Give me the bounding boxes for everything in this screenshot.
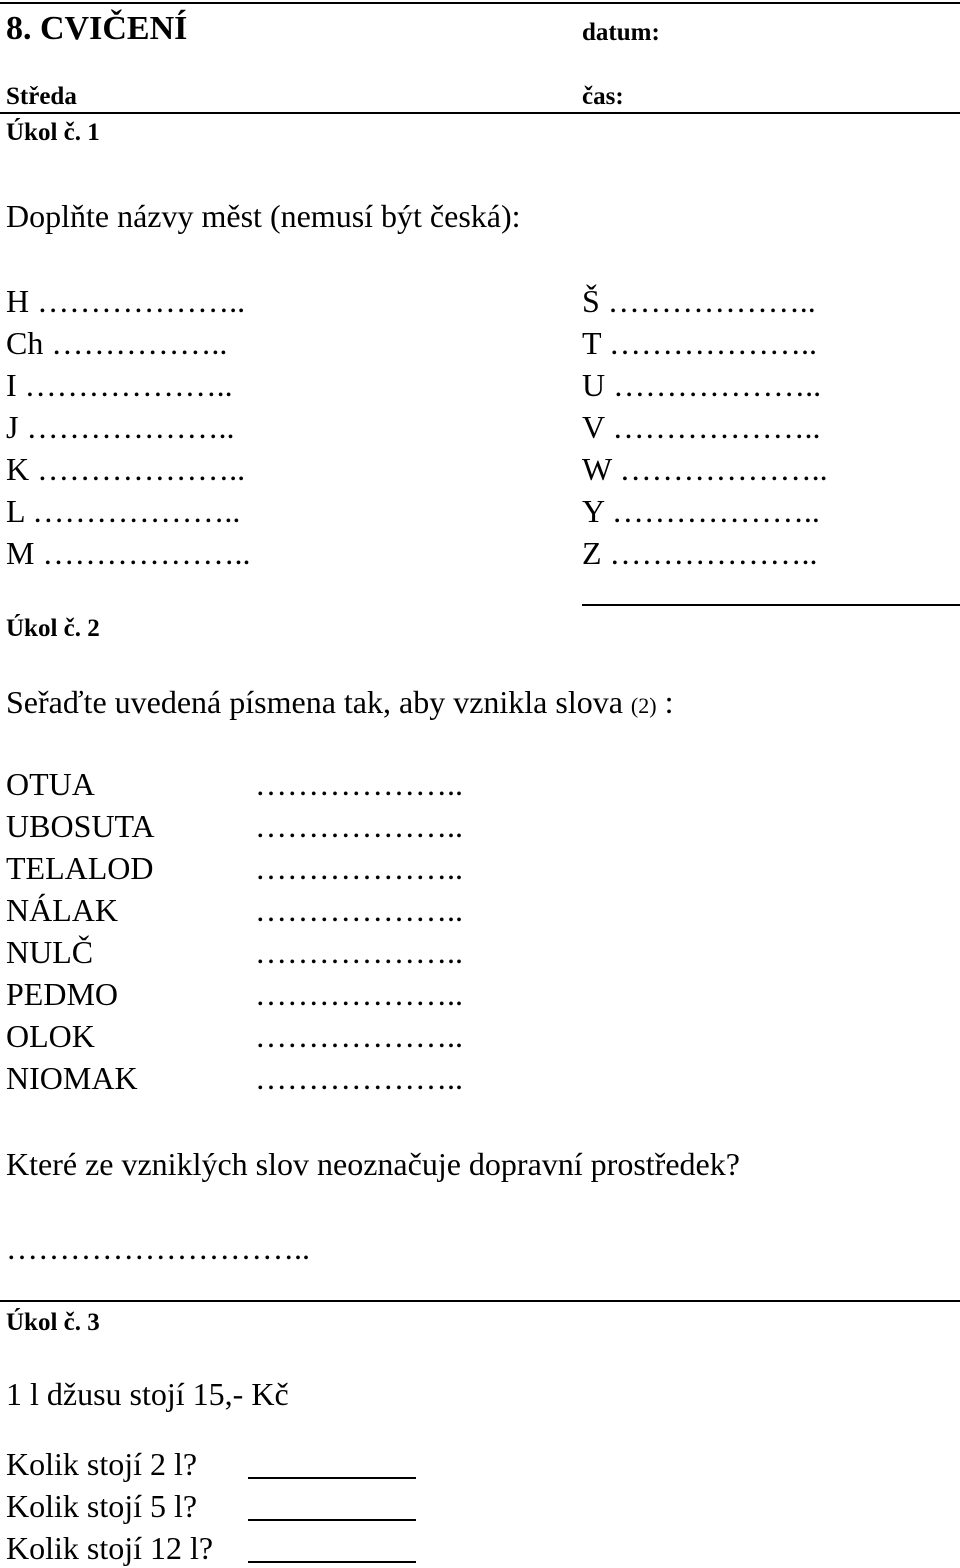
- task1-heading: Úkol č. 1: [6, 119, 100, 146]
- city-letter: W: [582, 451, 612, 487]
- city-letter: H: [6, 283, 30, 319]
- city-letter: M: [6, 535, 35, 571]
- city-row: [582, 369, 821, 401]
- city-letter: Š: [582, 283, 600, 319]
- city-letter: Z: [582, 535, 602, 571]
- task2-rule: [582, 604, 960, 606]
- city-blank: ……………..: [51, 325, 228, 361]
- task2-question: Které ze vzniklých slov neoznačuje dopravní prostředek?: [6, 1146, 740, 1182]
- city-letter: V: [582, 409, 605, 445]
- city-letter: Ch: [6, 325, 44, 361]
- answer-blank: ………………..: [255, 766, 463, 802]
- answer-blank: ………………..: [255, 808, 463, 844]
- task3-heading: Úkol č. 3: [6, 1309, 100, 1336]
- city-blank: ………………..: [37, 283, 246, 319]
- task2-instruction: Seřaďte uvedená písmena tak, aby vznikla slova (2) :: [6, 684, 674, 720]
- city-blank: ………………..: [26, 409, 235, 445]
- city-row: [6, 327, 227, 359]
- city-letter: J: [6, 409, 19, 445]
- city-blank: ………………..: [609, 535, 818, 571]
- city-letter: L: [6, 493, 25, 529]
- city-blank: ………………..: [37, 451, 246, 487]
- price-question: Kolik stojí 12 l?: [6, 1530, 214, 1566]
- city-row: [582, 327, 817, 359]
- city-row: [582, 537, 818, 569]
- price-question: Kolik stojí 2 l?: [6, 1446, 198, 1482]
- city-row: [6, 495, 240, 527]
- city-blank: ………………..: [611, 493, 820, 529]
- scrambled-word: PEDMO: [6, 976, 119, 1012]
- answer-blank: ………………..: [255, 1018, 463, 1054]
- city-row: [6, 537, 250, 569]
- city-row: [6, 453, 245, 485]
- scrambled-word: OTUA: [6, 766, 95, 802]
- day-label: Středa: [6, 83, 77, 110]
- task1-instruction: Doplňte názvy měst (nemusí být česká):: [6, 198, 521, 234]
- scrambled-word: NIOMAK: [6, 1060, 138, 1096]
- city-blank: ………………..: [612, 409, 821, 445]
- city-blank: ………………..: [608, 325, 817, 361]
- city-letter: K: [6, 451, 30, 487]
- city-row: [6, 411, 234, 443]
- page-title: 8. CVIČENÍ: [6, 10, 188, 47]
- cas-label: čas:: [582, 83, 624, 110]
- task2-heading: Úkol č. 2: [6, 615, 100, 642]
- city-blank: ………………..: [613, 367, 822, 403]
- price-question: Kolik stojí 5 l?: [6, 1488, 198, 1524]
- answer-blank: ………………..: [255, 976, 463, 1012]
- city-letter: T: [582, 325, 601, 361]
- city-blank: ………………..: [619, 451, 828, 487]
- task2-answer-blank: ………………………..: [6, 1230, 310, 1266]
- scrambled-word: NULČ: [6, 934, 94, 970]
- city-blank: ………………..: [24, 367, 233, 403]
- task3-statement: 1 l džusu stojí 15,- Kč: [6, 1376, 289, 1412]
- answer-line: [248, 1561, 416, 1563]
- scrambled-word: OLOK: [6, 1018, 95, 1054]
- header-bottom-rule: [0, 112, 960, 114]
- header-top-rule: [0, 2, 960, 4]
- city-row: [6, 369, 233, 401]
- city-blank: ………………..: [32, 493, 241, 529]
- city-row: [582, 495, 820, 527]
- city-letter: U: [582, 367, 606, 403]
- task3-rule: [0, 1300, 960, 1302]
- scrambled-word: TELALOD: [6, 850, 154, 886]
- city-letter: I: [6, 367, 17, 403]
- answer-blank: ………………..: [255, 892, 463, 928]
- city-blank: ………………..: [42, 535, 251, 571]
- city-row: [582, 453, 828, 485]
- datum-label: datum:: [582, 19, 660, 46]
- answer-blank: ………………..: [255, 850, 463, 886]
- answer-blank: ………………..: [255, 934, 463, 970]
- scrambled-word: UBOSUTA: [6, 808, 155, 844]
- answer-line: [248, 1519, 416, 1521]
- city-row: [582, 411, 821, 443]
- answer-blank: ………………..: [255, 1060, 463, 1096]
- city-row: [6, 285, 245, 317]
- points-label: (2): [630, 693, 657, 718]
- city-letter: Y: [582, 493, 604, 529]
- answer-line: [248, 1477, 416, 1479]
- city-blank: ………………..: [607, 283, 816, 319]
- city-row: [582, 285, 816, 317]
- scrambled-word: NÁLAK: [6, 892, 118, 928]
